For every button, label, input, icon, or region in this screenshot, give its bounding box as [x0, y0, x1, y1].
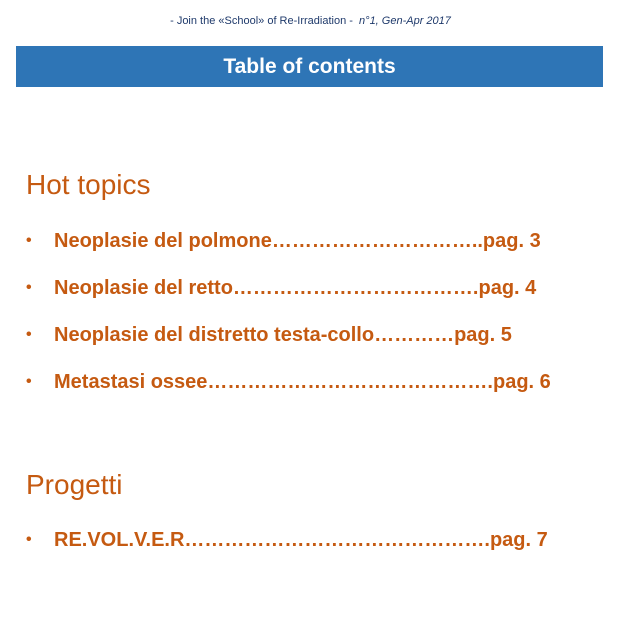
banner-title: Table of contents	[223, 54, 396, 78]
bullet-icon: •	[26, 373, 32, 390]
header-prefix: - Join the «School» of Re-Irradiation -	[170, 15, 353, 27]
newsletter-header	[0, 15, 621, 27]
bullet-icon: •	[26, 531, 32, 548]
bullet-icon: •	[26, 232, 32, 249]
toc-entry-text[interactable]: Neoplasie del retto……………………………….pag. 4	[54, 277, 537, 299]
issue-info: n°1, Gen-Apr 2017	[359, 15, 451, 27]
toc-entry-text[interactable]: RE.VOL.V.E.R……………………………………….pag. 7	[54, 529, 548, 551]
toc-entry-text[interactable]: Neoplasie del polmone…………………………..pag. 3	[54, 230, 541, 252]
toc-entry-text[interactable]: Neoplasie del distretto testa-collo…………pag. 5	[54, 324, 512, 346]
bullet-icon: •	[26, 279, 32, 296]
toc-banner	[16, 46, 603, 87]
toc-entry-text[interactable]: Metastasi ossee…………………………………….pag. 6	[54, 371, 551, 393]
section-title-hot-topics: Hot topics	[26, 169, 151, 200]
bullet-icon: •	[26, 326, 32, 343]
section-title-progetti: Progetti	[26, 469, 123, 500]
